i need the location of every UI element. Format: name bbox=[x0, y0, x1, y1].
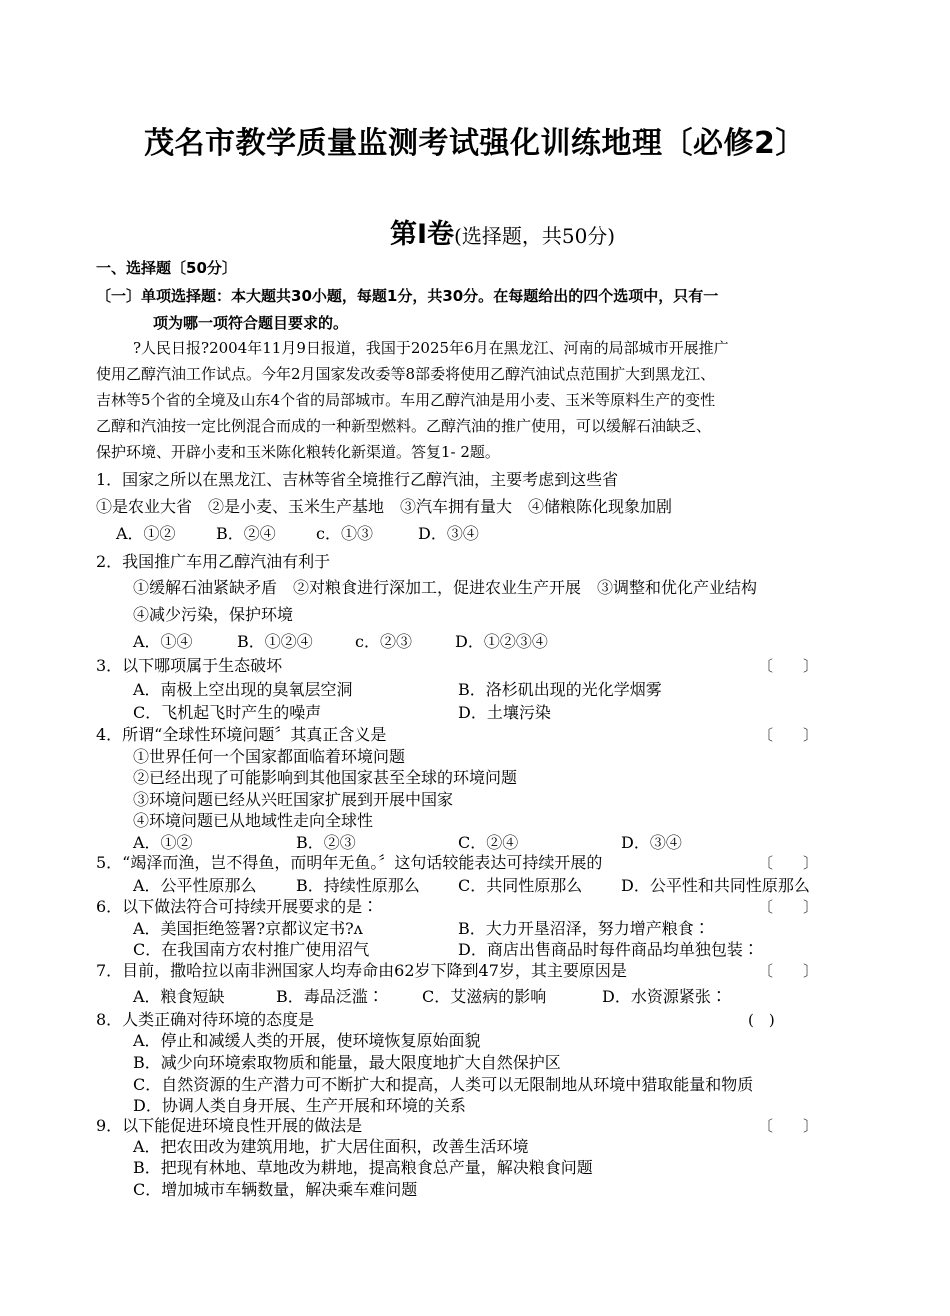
volume-title bbox=[390, 212, 615, 251]
option-a: A．①④ bbox=[133, 632, 193, 651]
question-5-options bbox=[133, 876, 810, 896]
option-c: C．共同性原那么 bbox=[458, 876, 583, 895]
answer-bracket: 〔 〕 bbox=[758, 657, 819, 675]
volume-main: 第Ⅰ卷 bbox=[390, 219, 455, 250]
option-a: A．①② bbox=[116, 524, 176, 543]
option-a: A．①② bbox=[133, 833, 193, 852]
passage-line: 吉林等5个省的全境及山东4个省的局部城市。车用乙醇汽油是用小麦、玉米等原料生产的变性 bbox=[96, 391, 716, 409]
answer-bracket: 〔 〕 bbox=[758, 854, 819, 872]
question-8-option-a: A．停止和减缓人类的开展，使环境恢复原始面貌 bbox=[133, 1031, 481, 1050]
question-4-item: ②已经出现了可能影响到其他国家甚至全球的环境问题 bbox=[133, 768, 518, 787]
passage-line: ?人民日报?2004年11月9日报道，我国于2025年6月在黑龙江、河南的局部城市开展推广 bbox=[133, 339, 729, 357]
answer-bracket: 〔 〕 bbox=[758, 726, 819, 744]
question-9-option-b: B．把现有林地、草地改为耕地，提高粮食总产量，解决粮食问题 bbox=[133, 1158, 593, 1177]
question-1-options bbox=[116, 524, 479, 544]
question-4-item: ④环境问题已从地域性走向全球性 bbox=[133, 811, 374, 830]
question-2-items-line2: ④减少污染，保护环境 bbox=[133, 605, 294, 624]
question-4-item: ③环境问题已经从兴旺国家扩展到开展中国家 bbox=[133, 790, 454, 809]
question-9-stem: 9．以下能促进环境良性开展的做法是 bbox=[96, 1116, 363, 1135]
question-1-items: ①是农业大省 ②是小麦、玉米生产基地 ③汽车拥有量大 ④储粮陈化现象加剧 bbox=[96, 497, 673, 516]
question-3-option-d: D．土壤污染 bbox=[458, 703, 551, 722]
question-2-options bbox=[133, 632, 548, 652]
question-3-stem: 3．以下哪项属于生态破坏 bbox=[96, 656, 283, 675]
option-a: A．粮食短缺 bbox=[133, 987, 225, 1006]
passage-line: 保护环境、开辟小麦和玉米陈化粮转化新渠道。答复1- 2题。 bbox=[96, 443, 500, 461]
part-instruction-line2: 项为哪一项符合题目要求的。 bbox=[153, 314, 349, 332]
question-3-option-a: A．南极上空出现的臭氧层空洞 bbox=[133, 680, 353, 699]
option-d: D．③④ bbox=[621, 833, 682, 852]
passage-line: 使用乙醇汽油工作试点。今年2月国家发改委等8部委将使用乙醇汽油试点范围扩大到黑龙江、 bbox=[96, 365, 716, 383]
option-d: D．水资源紧张∶ bbox=[602, 987, 727, 1006]
question-6-option-d: D．商店出售商品时每件商品均单独包装∶ bbox=[458, 940, 759, 959]
section-heading: 一、选择题〔50分〕 bbox=[96, 259, 237, 277]
question-2-items-line1: ①缓解石油紧缺矛盾 ②对粮食进行深加工，促进农业生产开展 ③调整和优化产业结构 bbox=[133, 578, 758, 597]
question-3-option-b: B．洛杉矶出现的光化学烟雾 bbox=[458, 680, 662, 699]
passage-line: 乙醇和汽油按一定比例混合而成的一种新型燃料。乙醇汽油的推广使用，可以缓解石油缺乏、 bbox=[96, 417, 712, 435]
question-3-option-c: C．飞机起飞时产生的噪声 bbox=[133, 703, 322, 722]
option-d: D．③④ bbox=[418, 524, 479, 543]
option-b: B．持续性原那么 bbox=[296, 876, 420, 895]
question-4-options bbox=[133, 833, 682, 853]
option-d: D．公平性和共同性原那么 bbox=[621, 876, 810, 895]
option-b: B．②③ bbox=[296, 833, 356, 852]
question-5-stem: 5．“竭泽而渔，岂不得鱼，而明年无鱼。〞这句话较能表达可持续开展的 bbox=[96, 853, 603, 872]
question-8-option-c: C．自然资源的生产潜力可不断扩大和提高，人类可以无限制地从环境中猎取能量和物质 bbox=[133, 1075, 754, 1094]
option-d: D．①②③④ bbox=[455, 632, 548, 651]
question-6-stem: 6．以下做法符合可持续开展要求的是∶ bbox=[96, 897, 379, 916]
question-8-stem: 8．人类正确对待环境的态度是 bbox=[96, 1010, 315, 1029]
page-title: 茂名市教学质量监测考试强化训练地理〔必修2〕 bbox=[144, 126, 806, 161]
option-c: C．艾滋病的影响 bbox=[422, 987, 547, 1006]
volume-sub: (选择题，共50分) bbox=[454, 224, 616, 248]
answer-bracket: ( ) bbox=[748, 1011, 775, 1029]
question-9-option-c: C．增加城市车辆数量，解决乘车难问题 bbox=[133, 1180, 418, 1199]
question-4-stem: 4．所谓“全球性环境问题〞其真正含义是 bbox=[96, 725, 387, 744]
answer-bracket: 〔 〕 bbox=[758, 962, 819, 980]
question-9-option-a: A．把农田改为建筑用地，扩大居住面积，改善生活环境 bbox=[133, 1137, 529, 1156]
answer-bracket: 〔 〕 bbox=[758, 898, 819, 916]
part-instruction-line1: 〔一〕单项选择题：本大题共30小题，每题1分，共30分。在每题给出的四个选项中，只有一 bbox=[96, 287, 719, 305]
question-2-stem: 2．我国推广车用乙醇汽油有利于 bbox=[96, 552, 331, 571]
question-6-option-a: A．美国拒绝签署?京都议定书?ʌ bbox=[133, 919, 363, 938]
option-b: B．①②④ bbox=[237, 632, 313, 651]
option-b: B．②④ bbox=[216, 524, 276, 543]
question-4-item: ①世界任何一个国家都面临着环境问题 bbox=[133, 747, 406, 766]
question-8-option-d: D．协调人类自身开展、生产开展和环境的关系 bbox=[133, 1096, 466, 1115]
question-7-options bbox=[133, 987, 727, 1007]
option-a: A．公平性原那么 bbox=[133, 876, 257, 895]
option-b: B．毒品泛滥∶ bbox=[276, 987, 384, 1006]
option-c: c．①③ bbox=[316, 524, 373, 543]
option-c: c．②③ bbox=[355, 632, 412, 651]
question-8-option-b: B．减少向环境索取物质和能量，最大限度地扩大自然保护区 bbox=[133, 1053, 561, 1072]
question-7-stem: 7．目前，撒哈拉以南非洲国家人均寿命由62岁下降到47岁，其主要原因是 bbox=[96, 961, 627, 980]
answer-bracket: 〔 〕 bbox=[758, 1117, 819, 1135]
question-6-option-c: C．在我国南方农村推广使用沼气 bbox=[133, 940, 370, 959]
option-c: C．②④ bbox=[458, 833, 519, 852]
question-6-option-b: B．大力开垦沼泽，努力增产粮食∶ bbox=[458, 919, 710, 938]
question-1-stem: 1．国家之所以在黑龙江、吉林等省全境推行乙醇汽油，主要考虑到这些省 bbox=[96, 470, 619, 489]
